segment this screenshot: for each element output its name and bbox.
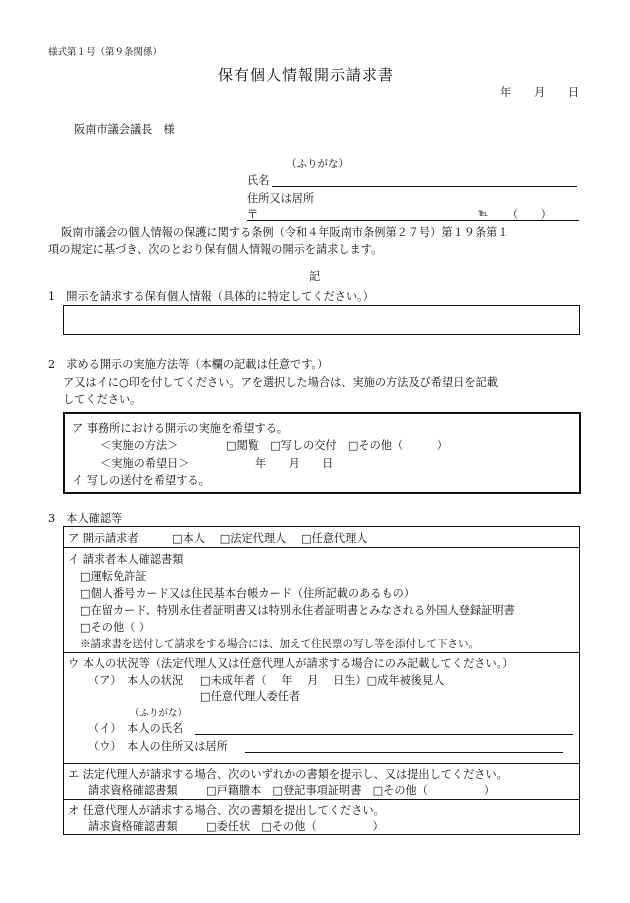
section2-heading: 2 求める開示の実施方法等（本欄の記載は任意です。） [48, 358, 329, 371]
row-divider-3 [63, 763, 580, 764]
method-options[interactable]: □閲覧 □写しの交付 □その他（ ） [226, 439, 448, 452]
date-day-label: 日 [568, 86, 580, 99]
id-doc-item[interactable]: □その他（ ） [80, 621, 151, 634]
desired-date-fields[interactable]: 年 月 日 [255, 457, 334, 470]
id-doc-item[interactable]: □個人番号カード又は住民基本台帳カード（住所記載のあるもの） [80, 587, 416, 600]
principal-status-label: （ア） 本人の状況 [88, 674, 184, 687]
requester-type-label: ア 開示請求者 [68, 532, 139, 545]
requester-address-field[interactable] [247, 220, 579, 221]
row-divider-1 [63, 547, 580, 548]
addressee: 阪南市議会議長 様 [74, 123, 175, 136]
voluntary-agent-heading: オ 任意代理人が請求する場合、次の書類を提出してください。 [68, 804, 385, 817]
voluntary-agent-docs-label: 請求資格確認書類 [88, 820, 178, 833]
principal-address-label: （ウ） 本人の住所又は居所 [88, 740, 228, 753]
section1-input-box[interactable] [63, 305, 580, 335]
id-docs-label: イ 請求者本人確認書類 [68, 553, 184, 566]
intro-line-2: 項の規定に基づき、次のとおり保有個人情報の開示を請求します。 [48, 243, 383, 256]
page-title: 保有個人情報開示請求書 [218, 66, 395, 84]
row-divider-2 [63, 652, 580, 653]
voluntary-agent-docs-options[interactable]: □委任状 □その他（ ） [206, 820, 384, 833]
requester-address-label: 住所又は居所 [247, 192, 315, 205]
legal-agent-heading: エ 法定代理人が請求する場合、次のいずれかの書類を提示し、又は提出してください。 [68, 768, 508, 781]
option-i-mail[interactable]: イ 写しの送付を希望する。 [72, 474, 210, 487]
row-divider-4 [63, 799, 580, 800]
method-label: ＜実施の方法＞ [100, 439, 179, 452]
requester-name-label: 氏名 [247, 174, 270, 187]
ki-mark: 記 [309, 270, 321, 283]
option-a-office[interactable]: ア 事務所における開示の実施を希望する。 [72, 422, 289, 435]
date-month-label: 月 [534, 86, 546, 99]
section3-heading: 3 本人確認等 [48, 512, 123, 525]
requester-name-field[interactable] [272, 186, 577, 187]
requester-furigana: （ふりがな） [286, 158, 349, 170]
id-doc-item[interactable]: □運転免許証 [80, 570, 147, 583]
id-docs-note: ※請求書を送付して請求をする場合には、加えて住民票の写し等を添付して下さい。 [80, 638, 479, 650]
id-doc-item[interactable]: □在留カード、特別永住者証明書又は特別永住者証明書とみなされる外国人登録証明書 [80, 604, 515, 617]
principal-name-label: （イ） 本人の氏名 [88, 722, 184, 735]
legal-agent-docs-label: 請求資格確認書類 [88, 784, 178, 797]
intro-line-1: 阪南市議会の個人情報の保護に関する条例（令和４年阪南市条例第２７号）第１９条第１ [61, 226, 509, 239]
tel-mark: ℡ [478, 208, 489, 219]
tel-area-code: （ ） [507, 208, 552, 221]
principal-status-heading: ウ 本人の状況等（法定代理人又は任意代理人が請求する場合にのみ記載してください。） [68, 657, 514, 670]
legal-agent-docs-options[interactable]: □戸籍謄本 □登記事項証明書 □その他（ ） [206, 784, 496, 797]
date-year-label: 年 [500, 86, 512, 99]
principal-name-field[interactable] [195, 734, 573, 735]
section2-note-1: ア又はイに○印を付してください。アを選択した場合は、実施の方法及び希望日を記載 [63, 376, 498, 389]
requester-type-options[interactable]: □本人 □法定代理人 □任意代理人 [172, 532, 368, 545]
principal-status-options[interactable]: □未成年者（ 年 月 日生）□成年被後見人 [200, 674, 445, 687]
section1-heading: 1 開示を請求する保有個人情報（具体的に特定してください。） [48, 290, 374, 303]
form-number: 様式第１号（第９条関係） [48, 47, 163, 58]
principal-status-options-2[interactable]: □任意代理人委任者 [200, 690, 301, 703]
desired-date-label: ＜実施の希望日＞ [100, 457, 190, 470]
section2-note-2: してください。 [63, 393, 142, 406]
postal-mark: 〒 [247, 208, 259, 221]
principal-address-field[interactable] [245, 752, 563, 753]
principal-furigana: （ふりがな） [130, 708, 188, 719]
